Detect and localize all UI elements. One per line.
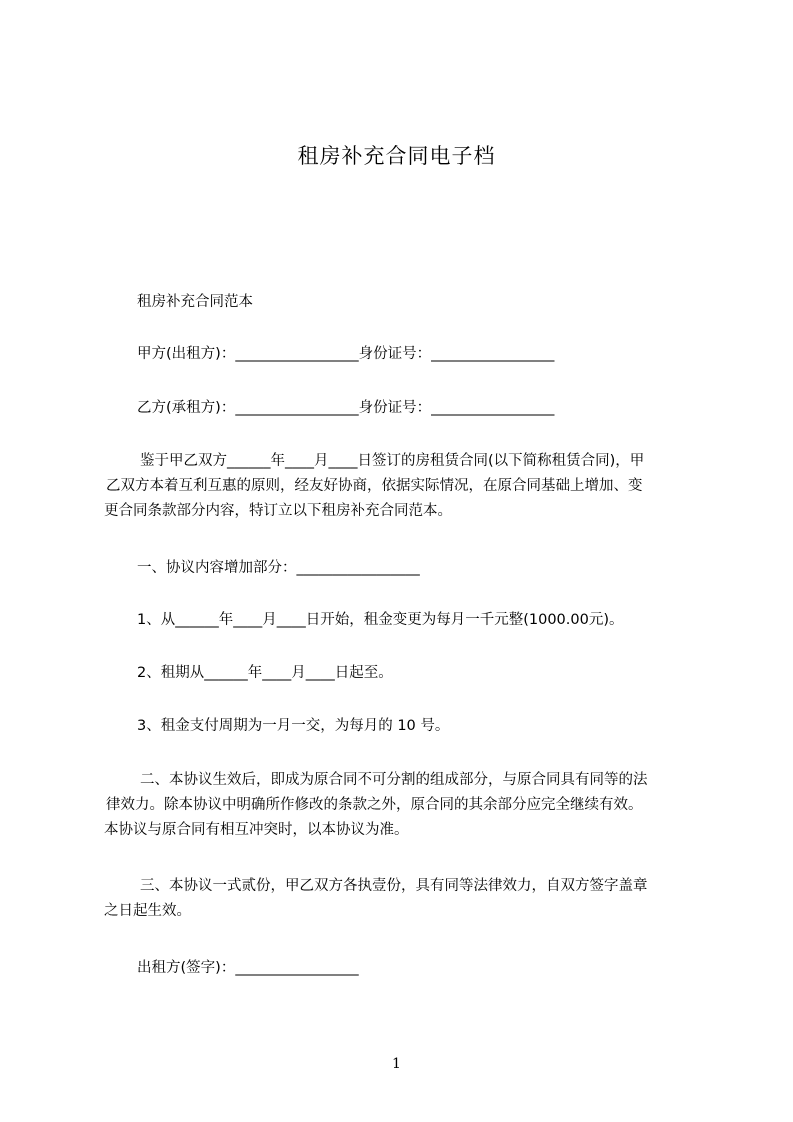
preamble-line: 更合同条款部分内容，特订立以下租房补充合同范本。 — [104, 503, 452, 519]
section-two-line: 二、本协议生效后，即成为原合同不可分割的组成部分，与原合同具有同等的法 — [140, 772, 648, 788]
lessor-signature-line: 出租方(签字)：_________________ — [137, 960, 359, 976]
party-b-line: 乙方(承租方)：_________________身份证号：_________________ — [137, 400, 555, 416]
section-two-line: 律效力。除本协议中明确所作修改的条款之外，原合同的其余部分应完全继续有效。 — [106, 797, 643, 813]
section-two-line: 本协议与原合同有相互冲突时，以本协议为准。 — [104, 822, 409, 838]
preamble-line: 乙双方本着互利互惠的原则，经友好协商，依据实际情况，在原合同基础上增加、变 — [106, 478, 643, 494]
section-three-line: 三、本协议一式贰份，甲乙双方各执壹份，具有同等法律效力，自双方签字盖章 — [140, 878, 648, 894]
section-three-paragraph — [104, 874, 704, 924]
document-title: 租房补充合同电子档 — [297, 144, 496, 168]
section-two-paragraph — [104, 768, 704, 843]
contract-subtitle: 租房补充合同范本 — [137, 294, 253, 310]
page-number: 1 — [392, 1056, 401, 1072]
preamble-paragraph — [104, 449, 704, 524]
preamble-line: 鉴于甲乙双方______年____月____日签订的房租赁合同(以下简称租赁合同)，甲 — [140, 453, 645, 469]
item-1: 1、从______年____月____日开始，租金变更为每月一千元整(1000.00元)。 — [137, 612, 624, 628]
section-three-line: 之日起生效。 — [104, 903, 191, 919]
party-a-line: 甲方(出租方)：_________________身份证号：_________________ — [137, 346, 555, 362]
item-2: 2、租期从______年____月____日起至。 — [137, 665, 393, 681]
item-3: 3、租金支付周期为一月一交，为每月的 10 号。 — [137, 718, 450, 734]
section-one-heading: 一、协议内容增加部分：_________________ — [137, 560, 420, 576]
